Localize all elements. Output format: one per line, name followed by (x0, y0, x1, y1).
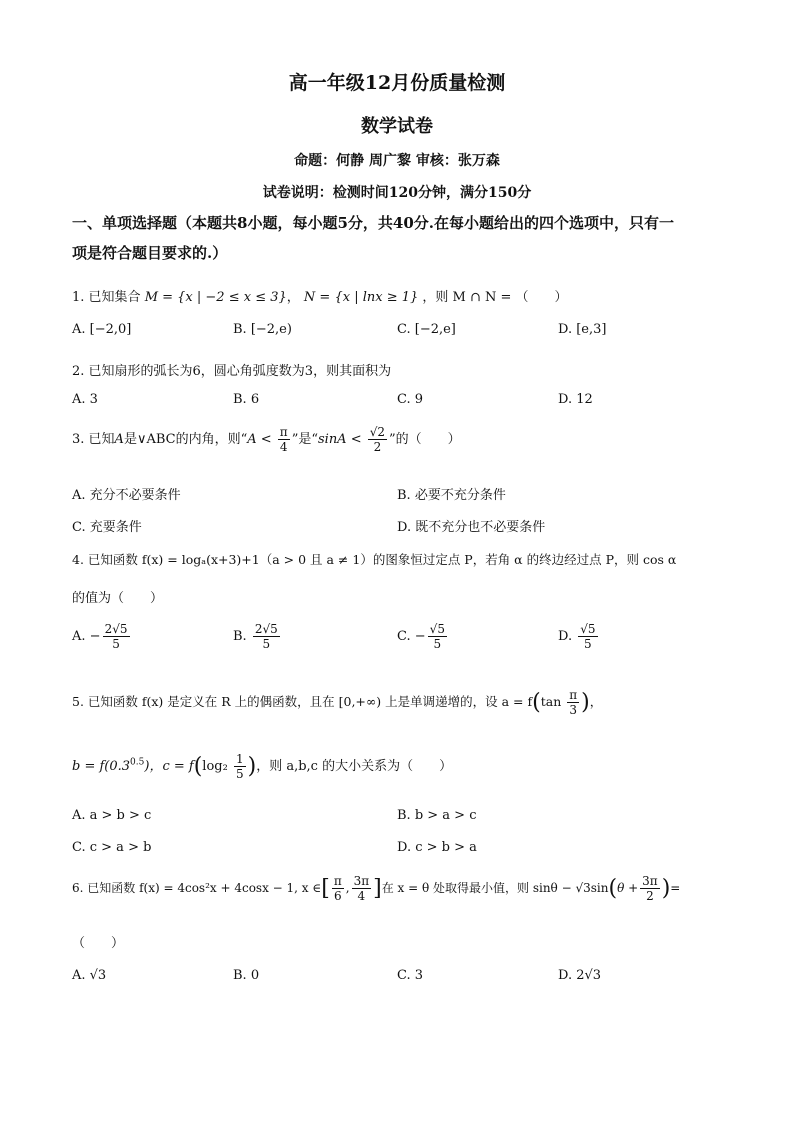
q6-option-d: D. 2√3 (558, 968, 602, 983)
q4-d-num: √5 (580, 622, 596, 636)
q4-c-label: C. (397, 629, 411, 644)
q6-frac3-den: 2 (646, 889, 654, 903)
q5-log: log₂ (202, 759, 228, 774)
q6-equals: = (670, 881, 681, 895)
q6-paren-open: ( (608, 876, 618, 901)
q4-a-num: 2√5 (104, 622, 128, 636)
q4-option-a (72, 622, 132, 651)
question-4-line1: 4. 已知函数 f(x) = logₐ(x+3)+1（a > 0 且 a ≠ 1）的图象恒过定点 P，若角 α 的终边经过点 P，则 cos α (72, 552, 677, 567)
q4-a-den: 5 (112, 637, 120, 651)
q3-frac2-den: 2 (373, 440, 382, 454)
q3-frac2-num: √2 (369, 425, 386, 439)
q3-option-b: B. 必要不充分条件 (397, 488, 506, 503)
q3-frac-pi-4 (278, 425, 290, 454)
q3-option-a: A. 充分不必要条件 (72, 488, 181, 503)
q6-frac-3pi-4 (352, 874, 372, 903)
q3-cond1: A < (247, 432, 272, 447)
q6-frac2-num: 3π (353, 874, 370, 888)
section-heading (72, 208, 732, 268)
q4-option-c (397, 622, 449, 651)
q6-bracket-open: [ (321, 876, 330, 901)
q5-frac-den: 3 (569, 703, 577, 717)
q5-option-b: B. b > a > c (397, 808, 477, 823)
q5-paren-close: ) (581, 690, 590, 715)
q4-a-label: A. (72, 629, 86, 644)
q6-paren-close: ) (661, 876, 671, 901)
question-3 (72, 425, 732, 454)
q4-b-label: B. (233, 629, 247, 644)
q6-bracket-close: ] (373, 876, 382, 901)
q2-option-b: B. 6 (233, 392, 260, 407)
question-5-line1 (72, 688, 732, 717)
q5-c-def: )，c = f (144, 759, 194, 774)
q5-b-def: b = f(0.3 (72, 759, 131, 774)
q5-frac2-num: 1 (235, 752, 244, 766)
q4-option-b (233, 622, 282, 651)
q5-frac-1-5 (234, 752, 246, 781)
q3-text-4: ”的（ ） (389, 432, 461, 447)
question-5-line2 (72, 752, 732, 781)
q5-text-1: 5. 已知函数 f(x) 是定义在 R 上的偶函数，且在 [0,+∞) 上是单调递增的，设 a = f (72, 694, 533, 709)
q4-c-num: √5 (429, 622, 445, 636)
q4-d-label: D. (558, 629, 573, 644)
q3-text-3: ”是“ (291, 432, 318, 447)
q2-option-d: D. 12 (558, 392, 593, 407)
q6-comma: , (345, 881, 350, 895)
q5-frac-num: π (569, 688, 578, 702)
q6-text-2: 在 x = θ 处取得最小值，则 sinθ − √3sin (381, 881, 609, 895)
q4-d-den: 5 (584, 637, 592, 651)
exam-title: 高一年级12月份质量检测 (288, 72, 506, 94)
q1-sep: ， (286, 290, 300, 305)
q4-a-frac (103, 622, 130, 651)
q6-frac2-den: 4 (357, 889, 366, 903)
q5-text-1-end: ， (589, 694, 603, 709)
q5-tan: tan (540, 694, 562, 709)
subject-title: 数学试卷 (361, 116, 433, 137)
q6-option-c: C. 3 (397, 968, 424, 983)
q5-option-a: A. a > b > c (72, 808, 152, 823)
exam-note: 试卷说明：检测时间120分钟，满分150分 (262, 185, 532, 201)
q4-c-den: 5 (433, 637, 442, 651)
q4-a-sign: − (89, 629, 101, 644)
q1-option-b: B. [−2,e) (233, 322, 292, 337)
q3-frac-num: π (279, 425, 288, 439)
q3-frac-root2 (368, 425, 387, 454)
section-heading-line1: 一、单项选择题（本题共8小题，每小题5分，共40分.在每小题给出的四个选项中，只有一 (72, 214, 674, 232)
q6-theta: θ + (617, 881, 639, 895)
q3-var-a: A (114, 432, 124, 447)
q1-set-n: N = {x | lnx ≥ 1} (303, 290, 419, 305)
q1-prefix: 1. 已知集合 (72, 290, 141, 305)
q4-c-sign: − (414, 629, 426, 644)
q6-frac1-den: 6 (333, 889, 342, 903)
q5-option-c: C. c > a > b (72, 840, 152, 855)
q5-paren-open: ( (532, 690, 541, 715)
q5-frac-pi-3 (567, 688, 579, 717)
q4-option-d (558, 622, 600, 651)
question-6-line1 (72, 874, 732, 903)
q6-option-a: A. √3 (72, 968, 107, 983)
q5-paren2-open: ( (193, 754, 203, 779)
q6-frac3-num: 3π (642, 874, 658, 888)
q6-option-b: B. 0 (233, 968, 260, 983)
q5-frac2-den: 5 (235, 767, 244, 781)
q4-d-frac (578, 622, 597, 651)
q3-option-d: D. 既不充分也不必要条件 (397, 520, 546, 535)
question-6-line2: （ ） (72, 936, 125, 951)
q5-text-2: ，则 a,b,c 的大小关系为（ ） (256, 759, 453, 774)
q2-option-c: C. 9 (397, 392, 424, 407)
q3-text-1: 3. 已知 (72, 432, 115, 447)
authors-line: 命题：何静 周广黎 审核：张万森 (294, 153, 500, 169)
section-heading-line2: 项是符合题目要求的.） (72, 244, 228, 262)
q4-b-num: 2√5 (254, 622, 278, 636)
q5-option-d: D. c > b > a (397, 840, 477, 855)
q6-frac-3pi-2 (640, 874, 660, 903)
q2-option-a: A. 3 (72, 392, 98, 407)
q1-option-a: A. [−2,0] (72, 322, 132, 337)
q6-frac-pi-6 (332, 874, 344, 903)
q4-c-frac (428, 622, 447, 651)
q1-option-d: D. [e,3] (558, 322, 607, 337)
q3-text-2: 是∨ABC的内角，则“ (123, 432, 248, 447)
question-4-line2: 的值为（ ） (72, 591, 164, 606)
q1-set-m: M = {x | −2 ≤ x ≤ 3} (144, 290, 287, 305)
q1-option-c: C. [−2,e] (397, 322, 456, 337)
q5-paren2-close: ) (247, 754, 257, 779)
q3-frac-den: 4 (279, 440, 288, 454)
q6-text-1: 6. 已知函数 f(x) = 4cos²x + 4cosx − 1, x ∈ (72, 881, 322, 895)
q3-option-c: C. 充要条件 (72, 520, 142, 535)
q6-frac1-num: π (333, 874, 342, 888)
q4-b-den: 5 (262, 637, 271, 651)
question-1 (72, 286, 732, 305)
q5-exponent: 0.5 (130, 757, 145, 768)
question-2: 2. 已知扇形的弧长为6，圆心角弧度数为3，则其面积为 (72, 364, 392, 379)
q4-b-frac (253, 622, 280, 651)
q3-cond2: sinA < (317, 432, 362, 447)
q1-suffix: ，则 M ∩ N = （ ） (422, 290, 568, 305)
